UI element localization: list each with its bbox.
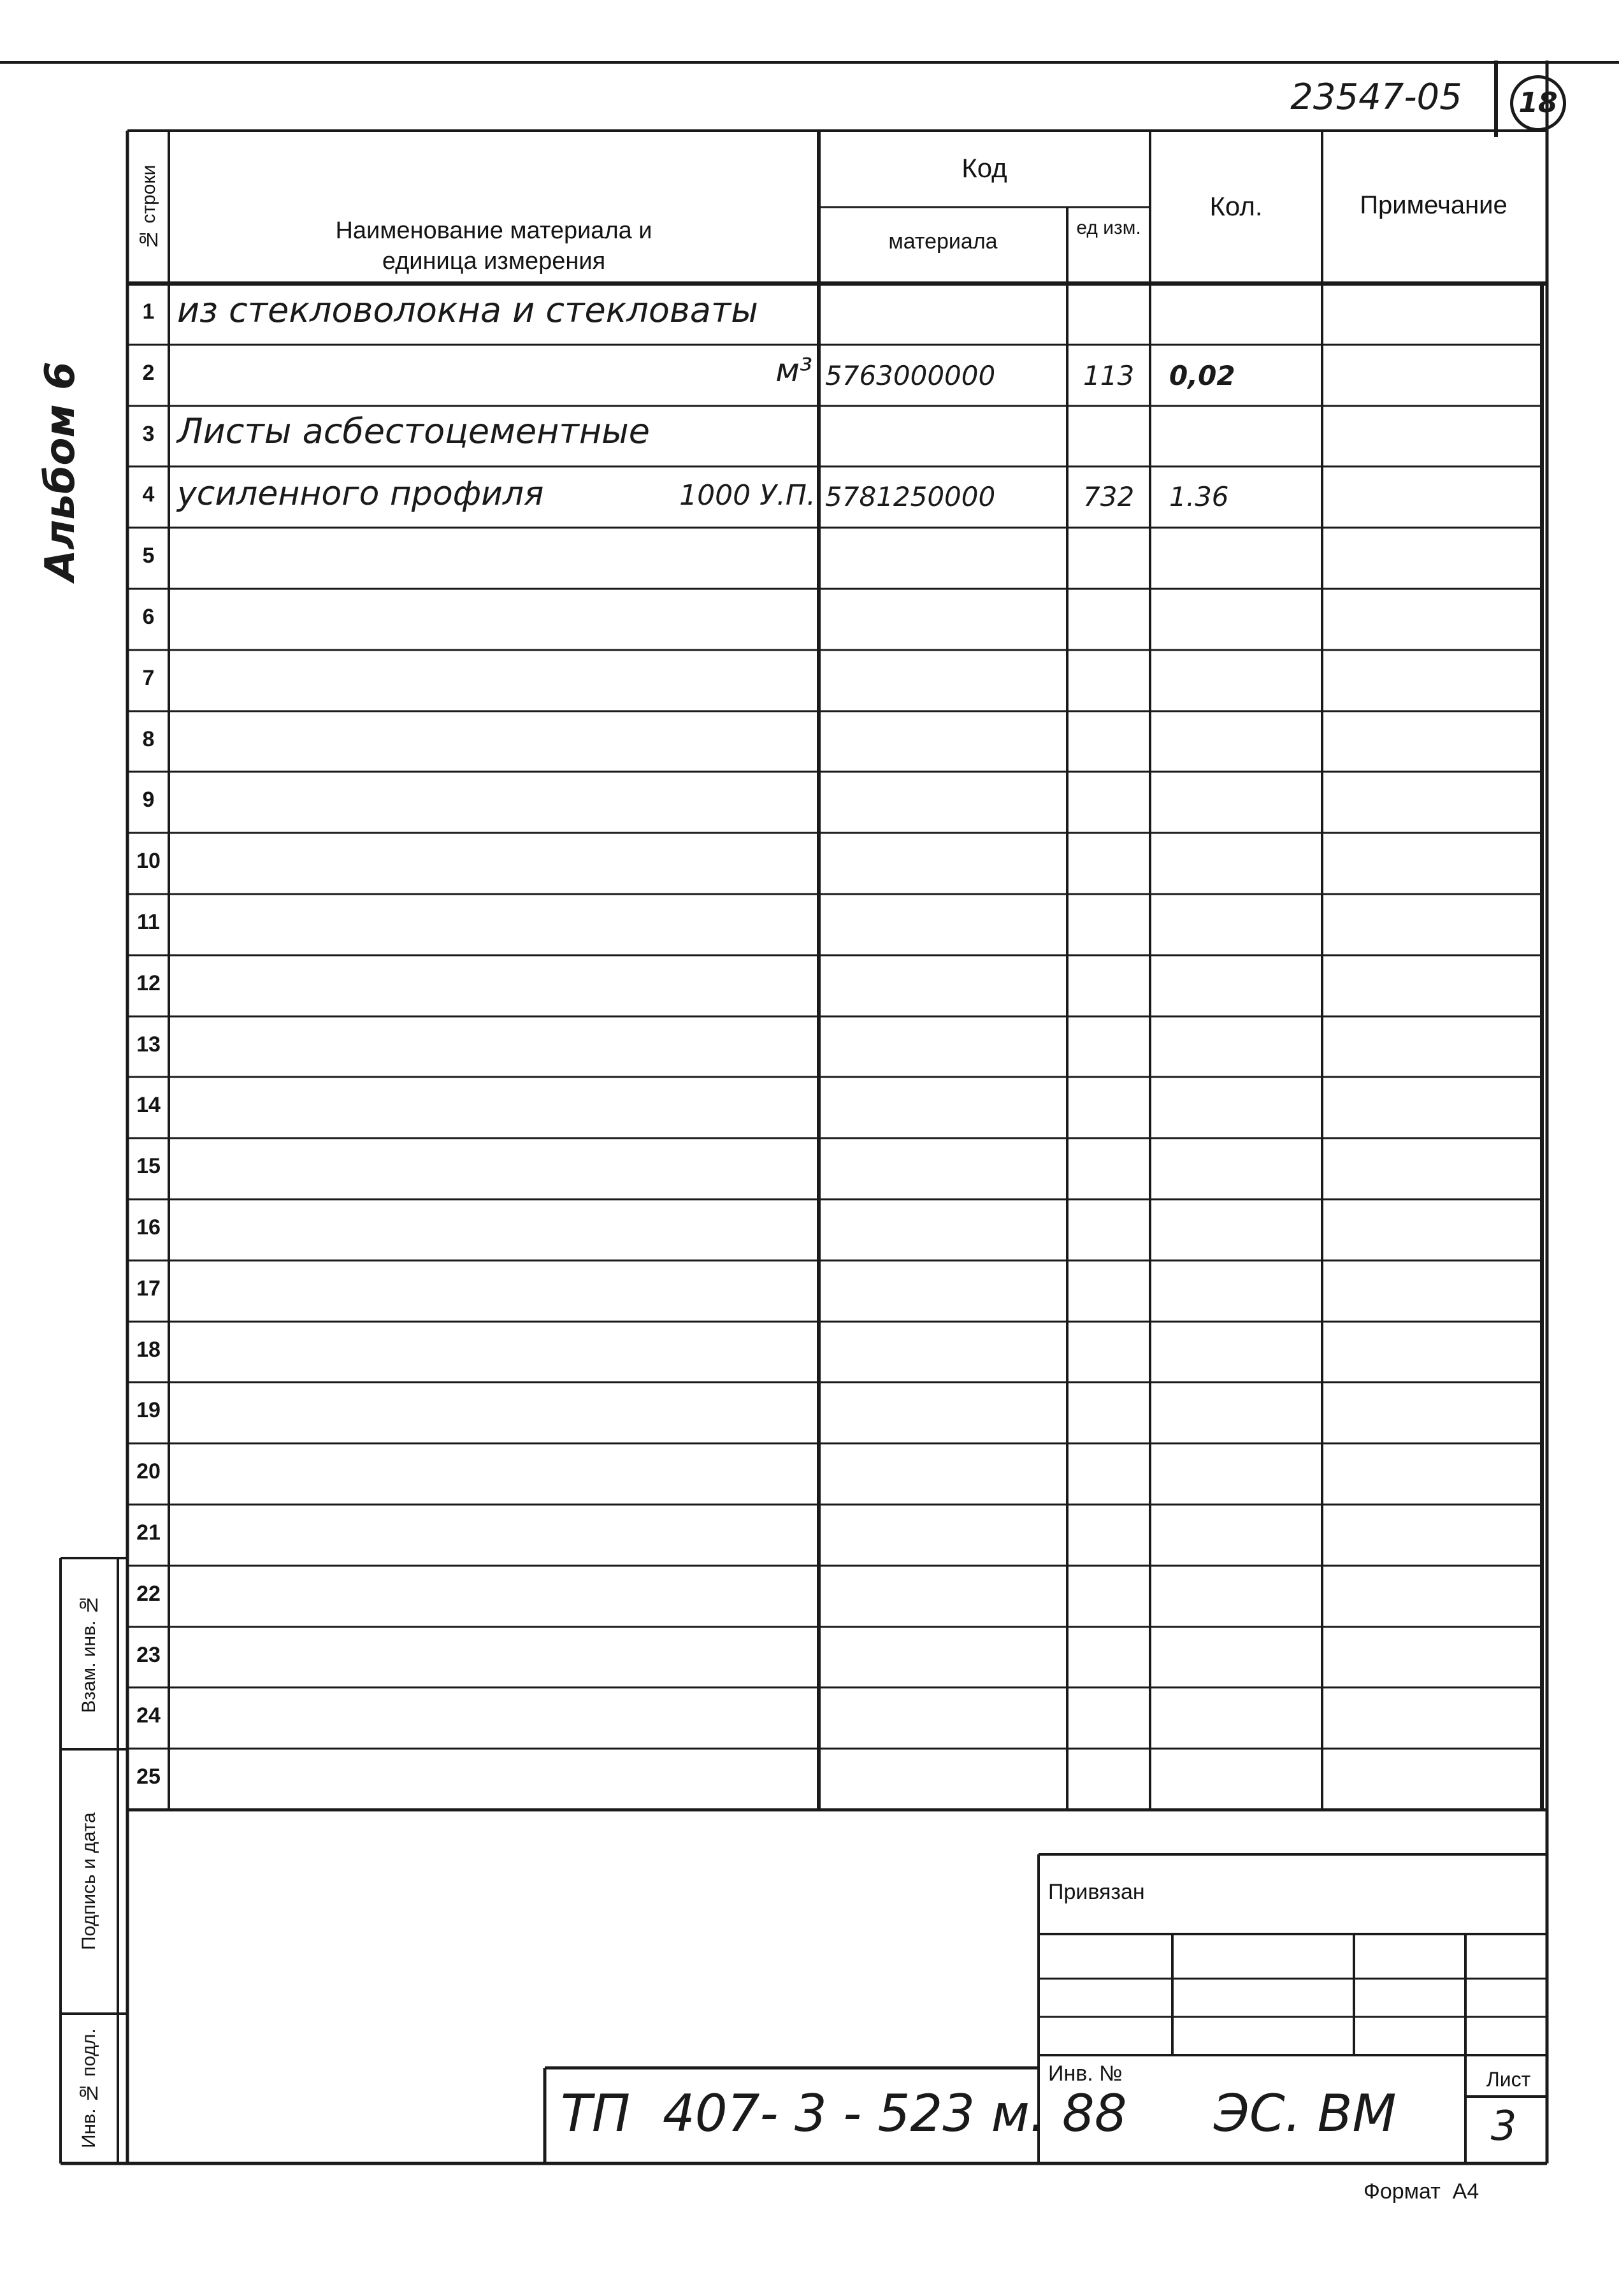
row-number: 7	[142, 666, 155, 690]
row-number: 15	[136, 1154, 161, 1178]
header-material-name	[169, 185, 819, 277]
page-number-circle: 18	[1510, 75, 1566, 131]
row-2-material-code: 5763000000	[825, 360, 996, 391]
row-number: 25	[136, 1765, 161, 1789]
row-1-name: из стекловолокна и стекловаты	[177, 290, 758, 330]
row-number: 4	[142, 482, 155, 507]
side-stamp-inventory: Инв. № подл.	[78, 2028, 99, 2149]
row-number: 19	[136, 1398, 161, 1422]
stamp-designation: ТП 407- 3 - 523 м. 88	[561, 2084, 1127, 2143]
format-label: Формат А4	[1364, 2179, 1479, 2204]
side-stamp-replacement: Взам. инв. №	[78, 1594, 99, 1714]
row-3-name: Листы асбестоцементные	[177, 411, 650, 451]
row-number: 16	[136, 1215, 161, 1239]
row-number: 14	[136, 1093, 161, 1117]
row-number: 22	[136, 1582, 161, 1606]
stamp-privyazan: Привязан	[1048, 1880, 1145, 1904]
row-number: 21	[136, 1520, 161, 1545]
row-number: 11	[137, 910, 160, 934]
row-number: 6	[142, 605, 155, 629]
row-number: 18	[136, 1338, 161, 1362]
stamp-designation-suffix: ЭС. ВМ	[1214, 2084, 1397, 2143]
stamp-sheet-label: Лист	[1486, 2068, 1531, 2091]
row-number: 3	[142, 422, 155, 446]
row-number: 9	[142, 788, 155, 812]
row-4-quantity: 1.36	[1169, 481, 1229, 512]
row-number: 12	[136, 971, 161, 995]
row-number: 13	[136, 1032, 161, 1057]
header-row-number: № строки	[138, 164, 159, 250]
album-label: Альбом 6	[37, 361, 84, 582]
document-code: 23547-05	[1290, 76, 1462, 118]
stamp-inventory-number: Инв. №	[1048, 2061, 1123, 2086]
header-note: Примечание	[1360, 191, 1507, 219]
row-4-name: усиленного профиля	[177, 475, 544, 513]
row-number: 24	[136, 1703, 161, 1728]
row-number: 23	[136, 1643, 161, 1667]
header-material-name-text: Наименование материала и единица измерения	[335, 217, 652, 275]
row-2-unit-name: м³	[775, 352, 812, 389]
side-stamp-signature: Подпись и дата	[78, 1812, 99, 1951]
row-number: 1	[142, 300, 155, 324]
row-2-unit-code: 113	[1083, 360, 1135, 391]
row-4-material-code: 5781250000	[825, 481, 996, 512]
row-4-unit-name: 1000 У.П.	[679, 479, 816, 512]
header-unit: ед изм.	[1076, 217, 1141, 238]
row-2-quantity: 0,02	[1169, 360, 1235, 391]
header-quantity: Кол.	[1209, 191, 1263, 221]
header-code: Код	[961, 153, 1007, 183]
row-number: 5	[142, 544, 155, 568]
row-number: 8	[142, 727, 155, 751]
row-number: 2	[142, 361, 155, 385]
row-number: 17	[136, 1276, 161, 1301]
stamp-sheet-number: 3	[1490, 2103, 1517, 2150]
header-material-code: материала	[888, 229, 998, 254]
row-4-unit-code: 732	[1083, 481, 1135, 512]
row-number: 20	[136, 1459, 161, 1484]
row-number: 10	[136, 849, 161, 873]
